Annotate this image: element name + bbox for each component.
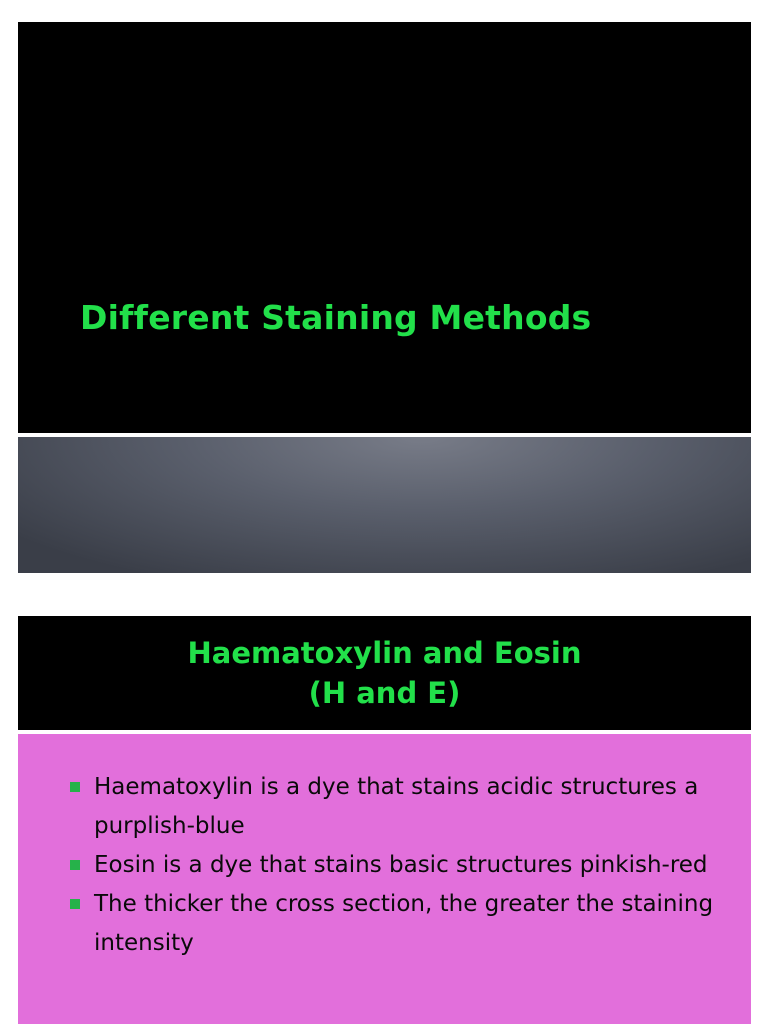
- slide-2-title-line-2: (H and E): [308, 676, 461, 710]
- bullet-text: The thicker the cross section, the greater the staining intensity: [94, 891, 714, 956]
- square-bullet-icon: [70, 899, 80, 909]
- bullet-item: [70, 885, 730, 963]
- bullet-item: [70, 768, 730, 846]
- slide-2: [18, 616, 751, 1024]
- bullet-list: [70, 768, 730, 963]
- slide-1-title-area: [18, 22, 751, 433]
- bullet-text: Haematoxylin is a dye that stains acidic structures a purplish-blue: [94, 774, 699, 839]
- bullet-item: [70, 846, 730, 885]
- square-bullet-icon: [70, 782, 80, 792]
- slide-1-title: Different Staining Methods: [80, 298, 592, 337]
- bullet-text: Eosin is a dye that stains basic structures pinkish-red: [94, 852, 708, 878]
- slide-2-body: [18, 734, 751, 1024]
- square-bullet-icon: [70, 860, 80, 870]
- slide-1: [18, 22, 751, 573]
- slide-2-header: [18, 616, 751, 730]
- slide-2-title-line-1: Haematoxylin and Eosin: [187, 636, 582, 670]
- slide-1-gray-band: [18, 437, 751, 573]
